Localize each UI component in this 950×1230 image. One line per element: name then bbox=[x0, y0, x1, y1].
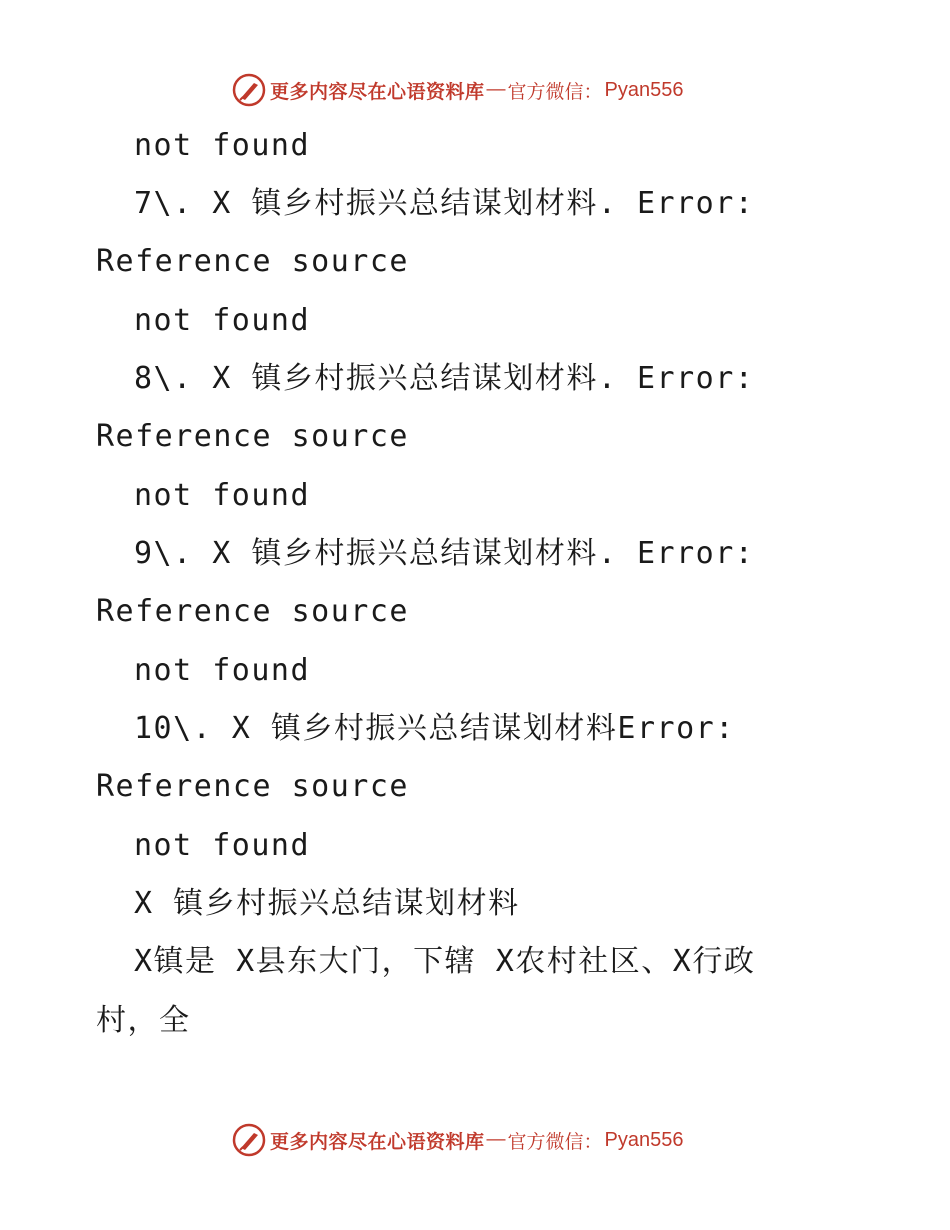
doc-line: 9\. X 镇乡村振兴总结谋划材料. Error: bbox=[134, 536, 755, 571]
watermark-official-label: 官方微信： bbox=[507, 80, 603, 103]
quill-logo-icon bbox=[232, 1123, 266, 1157]
watermark-account: Pyan556 bbox=[604, 1128, 684, 1151]
watermark-dash: — bbox=[486, 1129, 506, 1150]
doc-line: not found bbox=[134, 653, 311, 688]
watermark-text: 更多内容尽在心语资料库 bbox=[270, 1130, 485, 1153]
watermark-header bbox=[232, 72, 684, 108]
doc-line: X 镇乡村振兴总结谋划材料 bbox=[134, 886, 520, 921]
doc-line: not found bbox=[134, 303, 311, 338]
quill-logo-icon bbox=[232, 73, 266, 107]
watermark-text: 更多内容尽在心语资料库 bbox=[270, 80, 485, 103]
doc-line: 村，全 bbox=[96, 1003, 191, 1038]
doc-line: Reference source bbox=[96, 594, 409, 629]
doc-line: Reference source bbox=[96, 244, 409, 279]
doc-line: Reference source bbox=[96, 769, 409, 804]
watermark-official-label: 官方微信： bbox=[507, 1130, 603, 1153]
watermark-account: Pyan556 bbox=[604, 78, 684, 101]
doc-line: not found bbox=[134, 128, 311, 163]
watermark-footer bbox=[232, 1122, 684, 1158]
doc-line: X镇是 X县东大门，下辖 X农村社区、X行政 bbox=[134, 944, 756, 979]
doc-line: 7\. X 镇乡村振兴总结谋划材料. Error: bbox=[134, 186, 755, 221]
doc-line: 10\. X 镇乡村振兴总结谋划材料Error: bbox=[134, 711, 735, 746]
doc-line: 8\. X 镇乡村振兴总结谋划材料. Error: bbox=[134, 361, 755, 396]
doc-line: Reference source bbox=[96, 419, 409, 454]
watermark-dash: — bbox=[486, 79, 506, 100]
doc-line: not found bbox=[134, 478, 311, 513]
doc-line: not found bbox=[134, 828, 311, 863]
